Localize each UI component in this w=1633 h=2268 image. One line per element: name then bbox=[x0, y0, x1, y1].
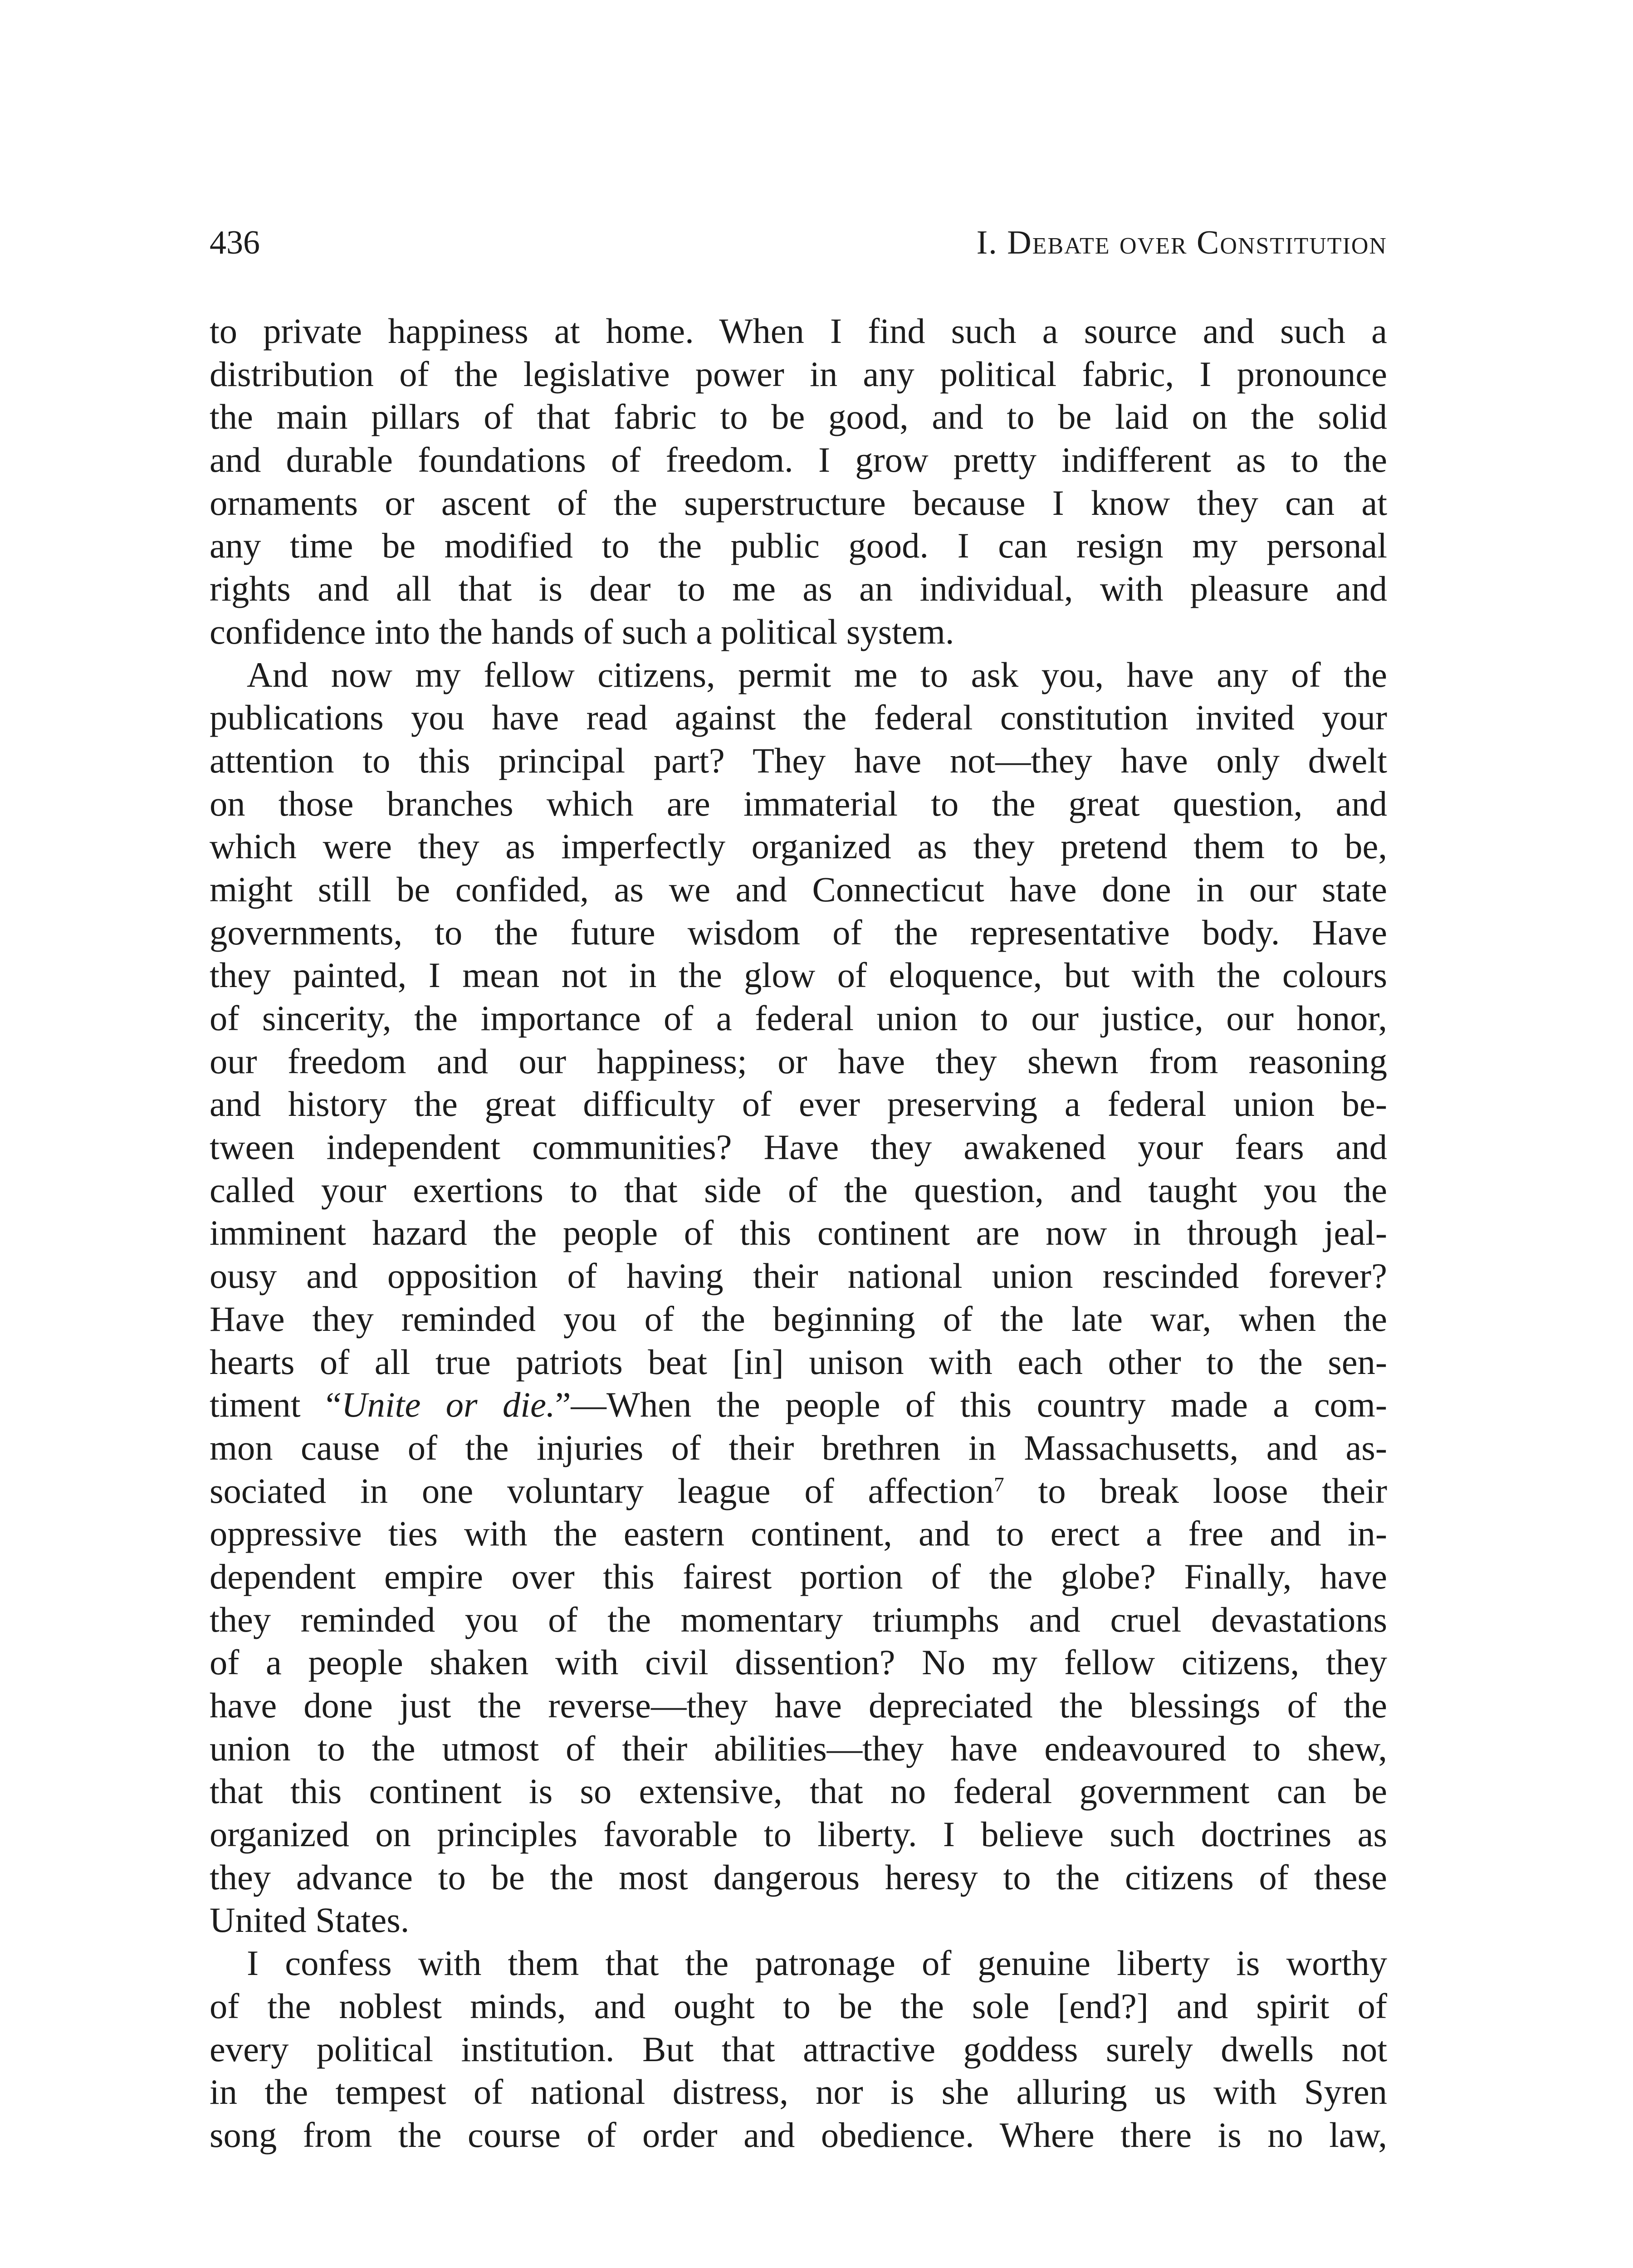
text-line: of sincerity, the importance of a federal union to our justice, our honor, bbox=[210, 998, 1387, 1038]
text-line: publications you have read against the federal constitution invited your bbox=[210, 698, 1387, 738]
text-line: and history the great difficulty of ever preserving a federal union be- bbox=[210, 1084, 1387, 1124]
text-line: rights and all that is dear to me as an individual, with pleasure and bbox=[210, 569, 1387, 609]
text-line: distribution of the legislative power in any political fabric, I pronounce bbox=[210, 354, 1387, 394]
text-line: tween independent communities? Have they awakened your fears and bbox=[210, 1127, 1387, 1167]
text-line: imminent hazard the people of this continent are now in through jeal- bbox=[210, 1213, 1387, 1253]
text-line: union to the utmost of their abilities—they have endeavoured to shew, bbox=[210, 1728, 1387, 1768]
text-line: organized on principles favorable to liberty. I believe such doctrines as bbox=[210, 1814, 1387, 1854]
text-line: confidence into the hands of such a political system. bbox=[210, 611, 954, 651]
text-line bbox=[210, 1470, 1387, 1513]
text-line: mon cause of the injuries of their brethren in Massachusetts, and as- bbox=[210, 1427, 1387, 1467]
text-line: to private happiness at home. When I find such a source and such a bbox=[210, 311, 1387, 351]
text-line: they reminded you of the momentary triumphs and cruel devastations bbox=[210, 1599, 1387, 1639]
body-text bbox=[210, 310, 1387, 2157]
text-line: have done just the reverse—they have depreciated the blessings of the bbox=[210, 1686, 1387, 1725]
text-line: on those branches which are immaterial to the great question, and bbox=[210, 783, 1387, 823]
text-line: hearts of all true patriots beat [in] unison with each other to the sen- bbox=[210, 1342, 1387, 1382]
text-line: which were they as imperfectly organized as they pretend them to be, bbox=[210, 826, 1387, 866]
text-run: ”—When the people of this country made a com- bbox=[555, 1385, 1387, 1425]
text-line: called your exertions to that side of the question, and taught you the bbox=[210, 1170, 1387, 1210]
text-line: our freedom and our happiness; or have they shewn from reasoning bbox=[210, 1041, 1387, 1081]
text-run: sociated in one voluntary league of affection bbox=[210, 1471, 994, 1510]
text-line: that this continent is so extensive, that no federal government can be bbox=[210, 1771, 1387, 1811]
text-line: and durable foundations of freedom. I grow pretty indifferent as to the bbox=[210, 440, 1387, 480]
text-line: the main pillars of that fabric to be good, and to be laid on the solid bbox=[210, 397, 1387, 437]
page-number: 436 bbox=[210, 224, 260, 261]
italic-quote: Unite or die. bbox=[341, 1385, 555, 1425]
text-line: ornaments or ascent of the superstructure because I know they can at bbox=[210, 483, 1387, 523]
text-line: song from the course of order and obedience. Where there is no law, bbox=[210, 2115, 1387, 2155]
text-line: Have they reminded you of the beginning of the late war, when the bbox=[210, 1299, 1387, 1339]
text-line: And now my fellow citizens, permit me to ask you, have any of the bbox=[247, 655, 1387, 694]
section-title: I. Debate over Constitution bbox=[976, 224, 1387, 261]
text-line: governments, to the future wisdom of the representative body. Have bbox=[210, 912, 1387, 952]
text-line: every political institution. But that attractive goddess surely dwells not bbox=[210, 2029, 1387, 2069]
text-line: of a people shaken with civil dissention? No my fellow citizens, they bbox=[210, 1642, 1387, 1682]
text-line: they advance to be the most dangerous heresy to the citizens of these bbox=[210, 1857, 1387, 1897]
text-line: dependent empire over this fairest portion of the globe? Finally, have bbox=[210, 1556, 1387, 1596]
text-line: they painted, I mean not in the glow of eloquence, but with the colours bbox=[210, 955, 1387, 995]
text-line: of the noblest minds, and ought to be the sole [end?] and spirit of bbox=[210, 1986, 1387, 2026]
running-head bbox=[210, 222, 1387, 263]
footnote-marker[interactable]: 7 bbox=[994, 1472, 1004, 1496]
text-line: oppressive ties with the eastern continent, and to erect a free and in- bbox=[210, 1514, 1387, 1554]
text-run: to break loose their bbox=[1004, 1471, 1387, 1510]
text-line: I confess with them that the patronage of genuine liberty is worthy bbox=[247, 1943, 1387, 1983]
text-line: United States. bbox=[210, 1900, 410, 1940]
text-line bbox=[210, 1383, 1387, 1427]
text-run: timent “ bbox=[210, 1385, 342, 1425]
text-line: in the tempest of national distress, nor is she alluring us with Syren bbox=[210, 2072, 1387, 2112]
text-line: might still be confided, as we and Connecticut have done in our state bbox=[210, 869, 1387, 909]
text-line: ousy and opposition of having their national union rescinded forever? bbox=[210, 1256, 1387, 1296]
text-line: any time be modified to the public good. I can resign my personal bbox=[210, 526, 1387, 566]
text-line: attention to this principal part? They have not—they have only dwelt bbox=[210, 740, 1387, 780]
